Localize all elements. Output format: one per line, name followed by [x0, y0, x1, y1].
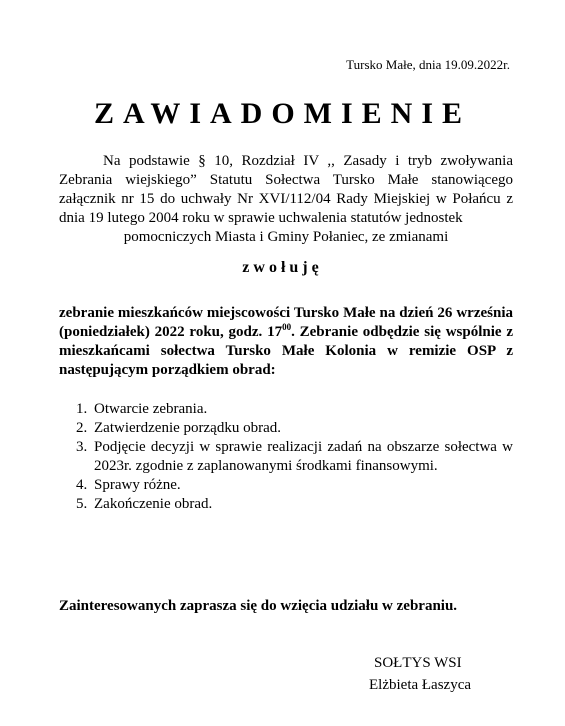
- intro-text-last-line: pomocniczych Miasta i Gminy Połaniec, ze zmianami: [123, 229, 449, 245]
- intro-paragraph: [59, 152, 513, 247]
- agenda-item: [59, 476, 513, 495]
- agenda-item-number: 2.: [76, 420, 88, 436]
- meeting-announcement: [59, 304, 513, 380]
- meeting-text-continued: . Zebranie odbędzie się wspólnie z mieszkańcami sołectwa Tursko Małe Kolonia w remizie OSP z następującym porządkiem obrad:: [59, 324, 513, 378]
- date-line: Tursko Małe, dnia 19.09.2022r.: [346, 57, 510, 72]
- closing-invitation: Zainteresowanych zaprasza się do wzięcia udziału w zebraniu.: [59, 598, 458, 614]
- agenda-item-text: Sprawy różne.: [94, 477, 181, 493]
- meeting-text: zebranie mieszkańców miejscowości Tursko Małe na dzień 26 września (poniedziałek) 2022 roku, godz. 17: [59, 305, 513, 340]
- convenes-heading: zwołuję: [242, 259, 323, 276]
- agenda-item-text: Zatwierdzenie porządku obrad.: [94, 420, 281, 436]
- meeting-time-minutes: 00: [282, 322, 292, 332]
- agenda-item-text: Zakończenie obrad.: [94, 496, 213, 512]
- signature-name: Elżbieta Łaszyca: [369, 677, 472, 693]
- intro-text: Na podstawie § 10, Rozdział IV ,, Zasady i tryb zwoływania Zebrania wiejskiego” Statutu Sołectwa Tursko Małe stanowiącego załącznik nr 15 do uchwały Nr XVI/112/04 Rady Miejskiej w Połańcu z dnia 19 lutego 2004 roku w sprawie uchwalenia statutów jednostek: [59, 153, 513, 226]
- agenda-list: [59, 400, 513, 514]
- agenda-item: [59, 438, 513, 476]
- document-title: ZAWIADOMIENIE: [93, 97, 472, 130]
- agenda-item-number: 4.: [76, 477, 88, 493]
- agenda-item-text: Otwarcie zebrania.: [94, 401, 208, 417]
- agenda-item-number: 5.: [76, 496, 88, 512]
- agenda-item: [59, 495, 513, 514]
- agenda-item: [59, 419, 513, 438]
- agenda-item-text: Podjęcie decyzji w sprawie realizacji zadań na obszarze sołectwa w 2023r. zgodnie z zaplanowanymi środkami finansowymi.: [94, 439, 513, 474]
- agenda-item-number: 1.: [76, 401, 88, 417]
- signature-title: SOŁTYS WSI: [374, 655, 462, 671]
- agenda-item: [59, 400, 513, 419]
- agenda-item-number: 3.: [76, 439, 88, 455]
